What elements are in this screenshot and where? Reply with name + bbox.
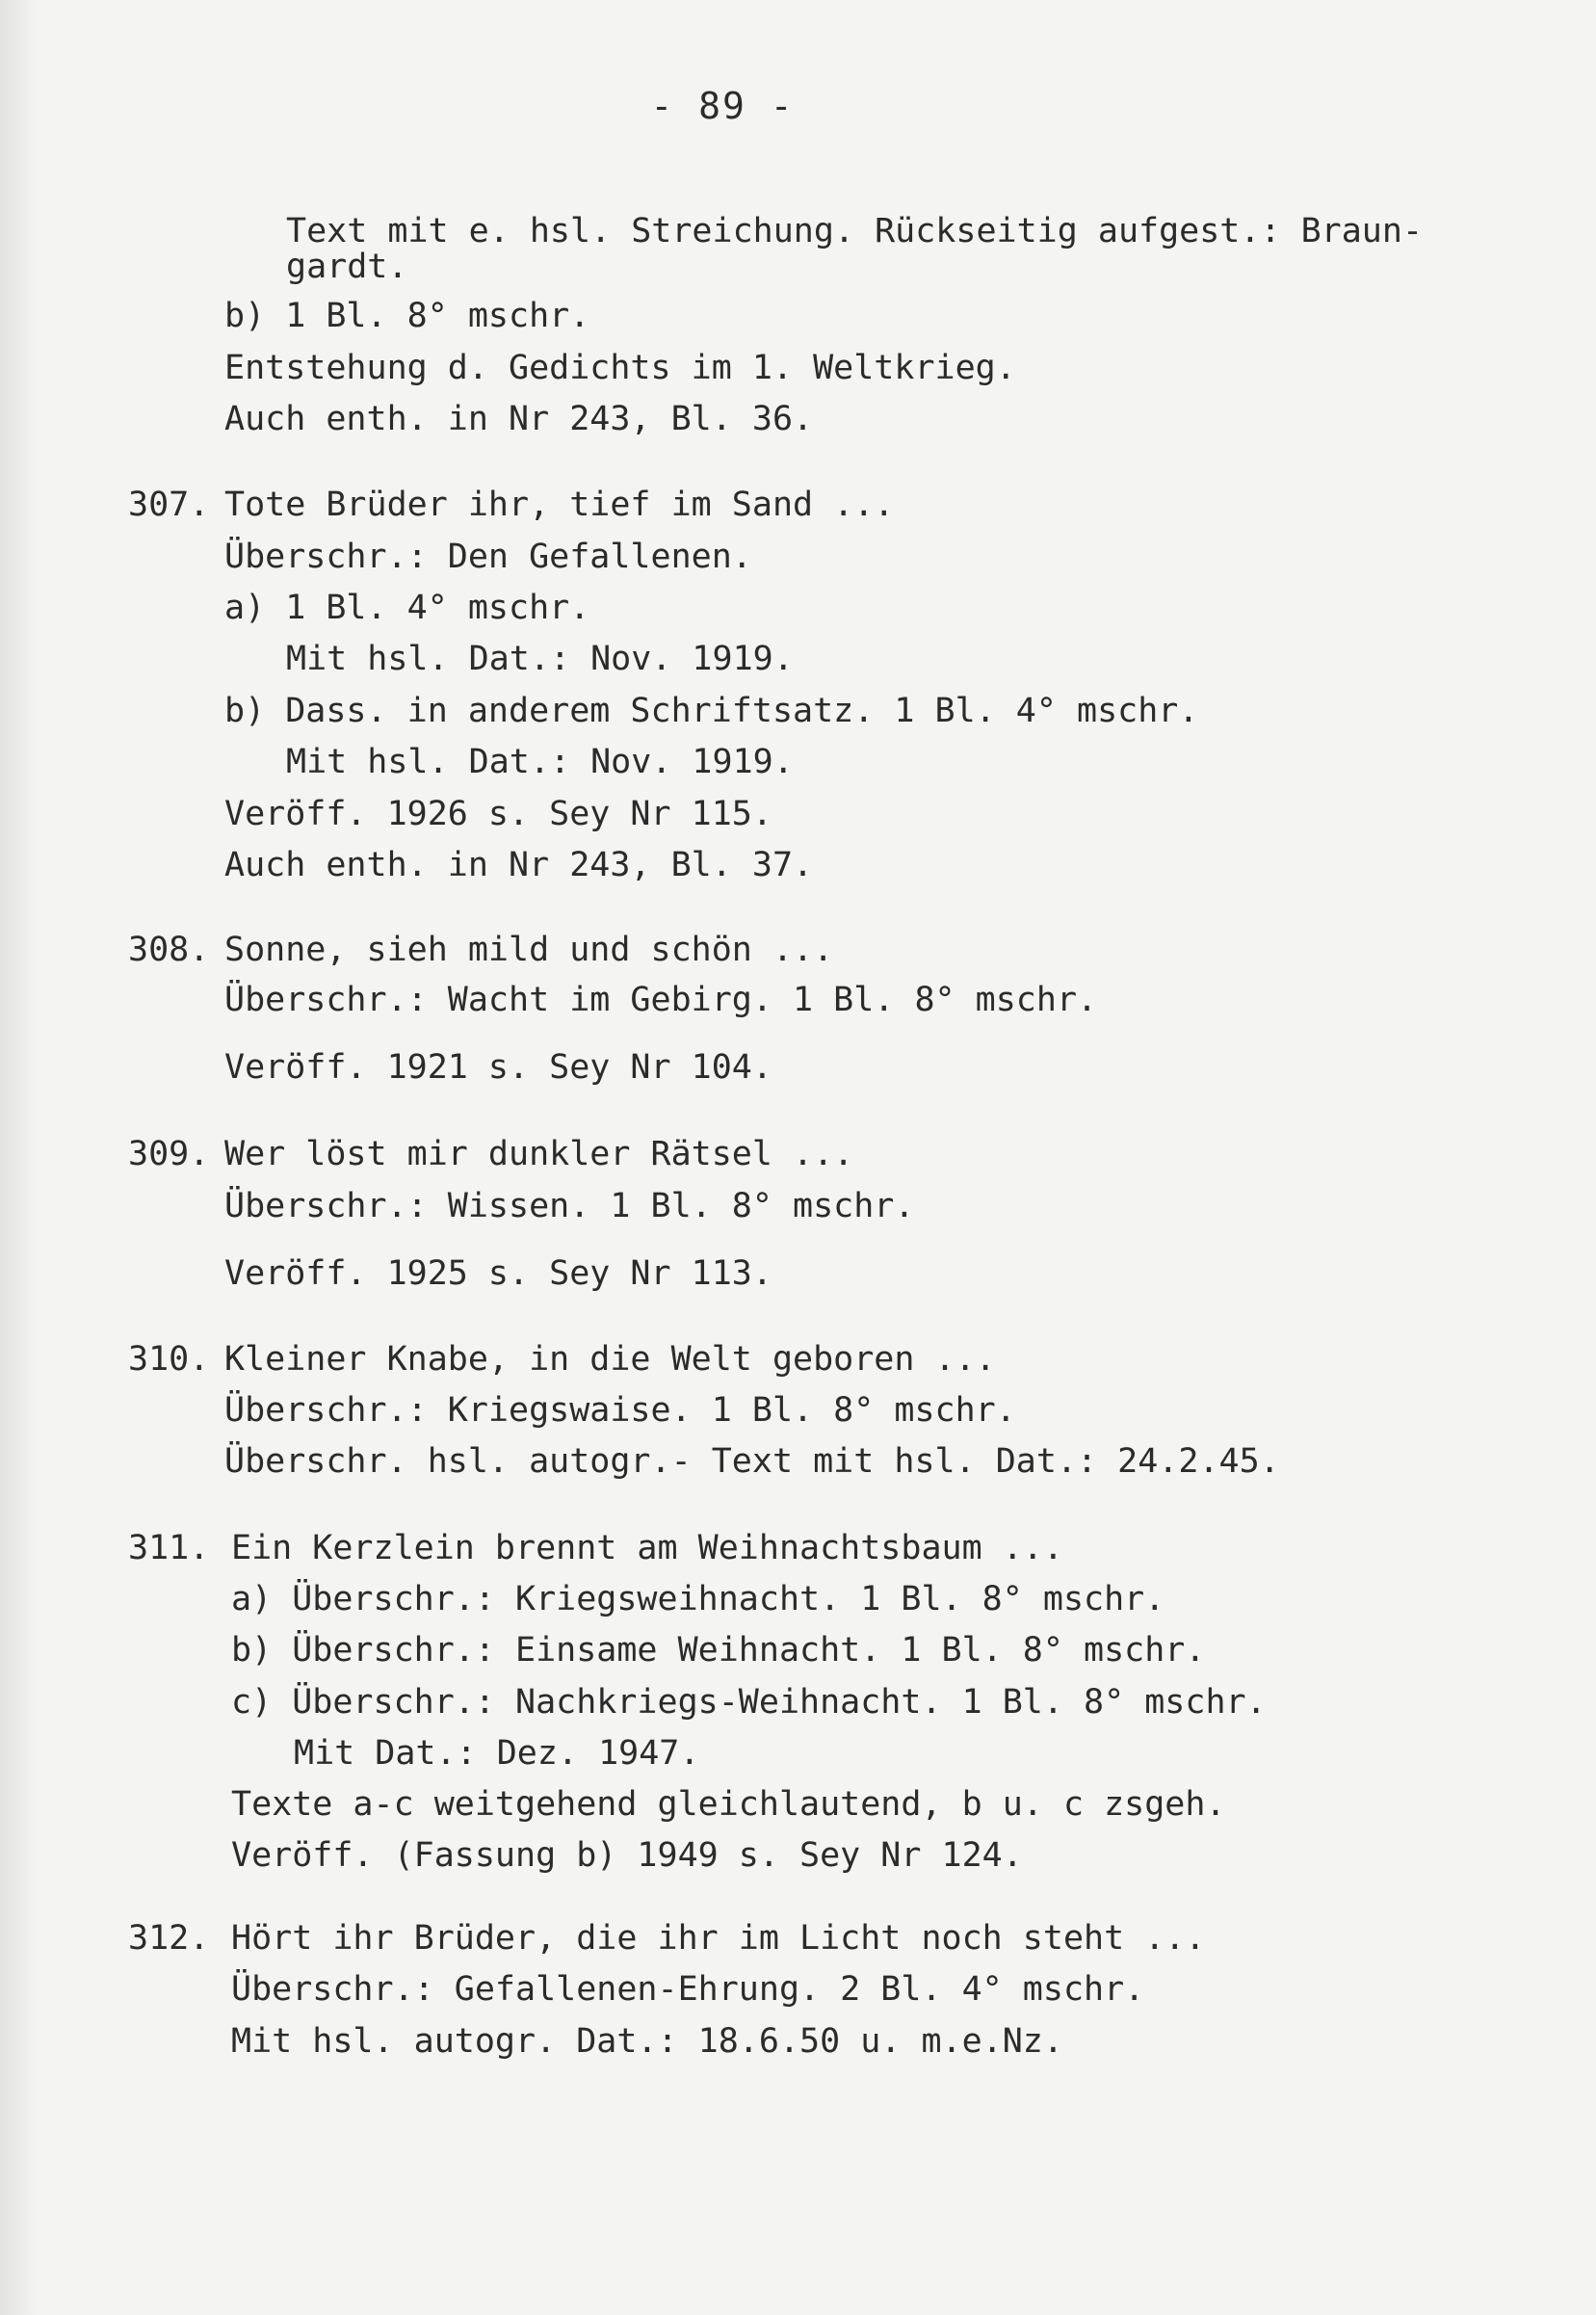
entry-307-line-3: a) 1 Bl. 4° mschr. (224, 589, 590, 627)
entry-309-line-3: Veröff. 1925 s. Sey Nr 113. (224, 1254, 772, 1293)
entry-311-line-7: Veröff. (Fassung b) 1949 s. Sey Nr 124. (231, 1836, 1023, 1875)
entry-311-line-1: Ein Kerzlein brennt am Weihnachtsbaum ... (231, 1529, 1063, 1567)
entry-307-line-8: Auch enth. in Nr 243, Bl. 37. (224, 846, 814, 884)
entry-312-line-1: Hört ihr Brüder, die ihr im Licht noch steht ... (231, 1919, 1206, 1958)
entry-312-line-3: Mit hsl. autogr. Dat.: 18.6.50 u. m.e.Nz. (231, 2022, 1063, 2061)
entry-311-line-4: c) Überschr.: Nachkriegs-Weihnacht. 1 Bl. 8° mschr. (231, 1683, 1267, 1722)
entry-312-line-2: Überschr.: Gefallenen-Ehrung. 2 Bl. 4° mschr. (231, 1970, 1145, 2009)
entry-308-line-2: Überschr.: Wacht im Gebirg. 1 Bl. 8° mschr. (224, 981, 1098, 1019)
entry-307-line-7: Veröff. 1926 s. Sey Nr 115. (224, 795, 772, 833)
entry-number-309: 309. (128, 1135, 210, 1173)
entry-311-line-3: b) Überschr.: Einsame Weihnacht. 1 Bl. 8° mschr. (231, 1631, 1206, 1670)
page-edge (0, 0, 39, 2315)
intro-line-3: b) 1 Bl. 8° mschr. (224, 297, 590, 335)
intro-line-5: Auch enth. in Nr 243, Bl. 36. (224, 400, 814, 438)
entry-311-line-2: a) Überschr.: Kriegsweihnacht. 1 Bl. 8° mschr. (231, 1580, 1165, 1618)
page-number: - 89 - (650, 85, 795, 127)
entry-310-line-1: Kleiner Knabe, in die Welt geboren ... (224, 1340, 996, 1379)
entry-307-line-5: b) Dass. in anderem Schriftsatz. 1 Bl. 4° mschr. (224, 692, 1199, 730)
entry-308-line-1: Sonne, sieh mild und schön ... (224, 931, 834, 969)
entry-307-line-6: Mit hsl. Dat.: Nov. 1919. (286, 743, 794, 781)
entry-307-line-1: Tote Brüder ihr, tief im Sand ... (224, 486, 895, 524)
entry-308-line-3: Veröff. 1921 s. Sey Nr 104. (224, 1048, 772, 1087)
intro-line-2: gardt. (286, 248, 408, 286)
entry-309-line-2: Überschr.: Wissen. 1 Bl. 8° mschr. (224, 1187, 915, 1225)
intro-line-4: Entstehung d. Gedichts im 1. Weltkrieg. (224, 349, 1016, 387)
entry-310-line-2: Überschr.: Kriegswaise. 1 Bl. 8° mschr. (224, 1391, 1016, 1430)
entry-number-308: 308. (128, 931, 210, 969)
entry-number-311: 311. (128, 1529, 210, 1567)
entry-number-307: 307. (128, 486, 210, 524)
entry-311-line-6: Texte a-c weitgehend gleichlautend, b u. c zsgeh. (231, 1785, 1226, 1824)
entry-number-310: 310. (128, 1340, 210, 1379)
entry-307-line-2: Überschr.: Den Gefallenen. (224, 538, 752, 576)
entry-number-312: 312. (128, 1919, 210, 1958)
entry-311-line-5: Mit Dat.: Dez. 1947. (294, 1734, 700, 1773)
entry-310-line-3: Überschr. hsl. autogr.- Text mit hsl. Dat.: 24.2.45. (224, 1442, 1280, 1481)
entry-307-line-4: Mit hsl. Dat.: Nov. 1919. (286, 640, 794, 678)
intro-line-1: Text mit e. hsl. Streichung. Rückseitig aufgest.: Braun- (286, 212, 1424, 250)
entry-309-line-1: Wer löst mir dunkler Rätsel ... (224, 1135, 854, 1173)
